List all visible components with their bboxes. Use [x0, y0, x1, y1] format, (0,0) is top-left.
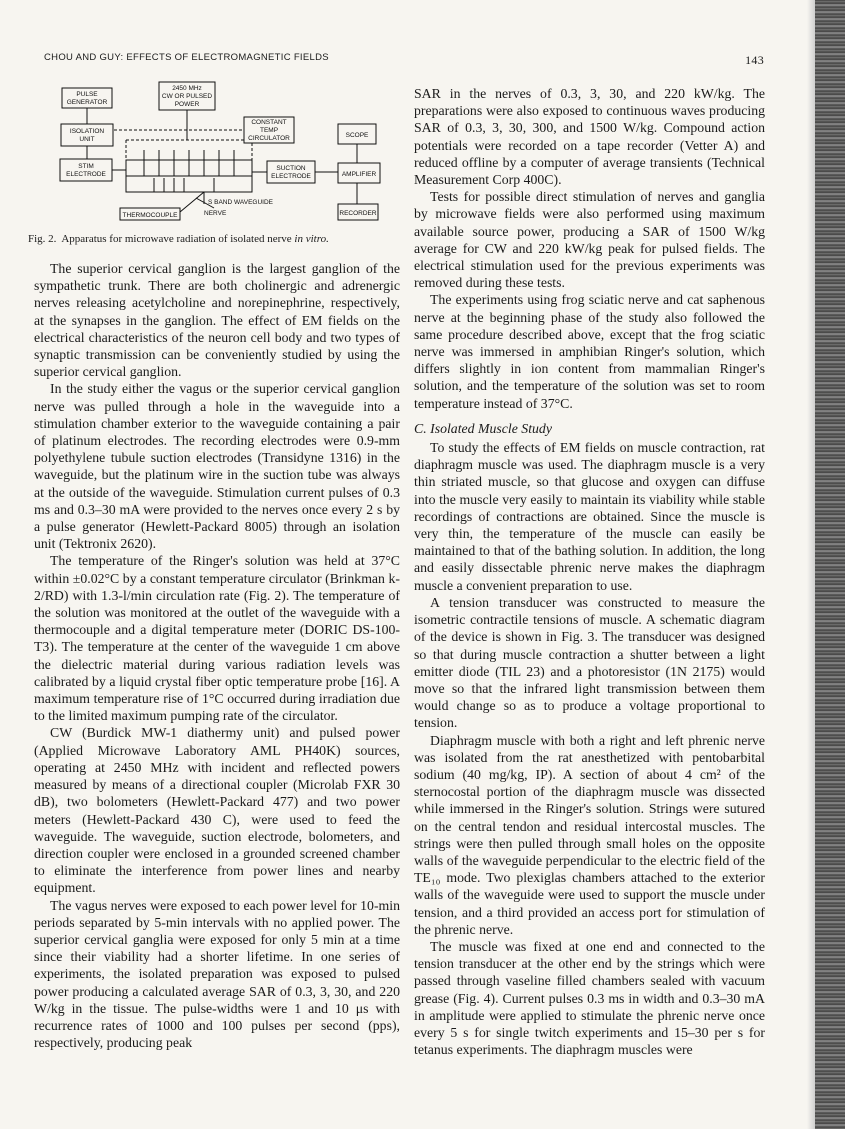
label-2450: 2450 MHz: [172, 85, 202, 92]
right-column: [414, 85, 765, 1058]
paragraph: To study the effects of EM fields on muscle contraction, rat diaphragm muscle was used. The diaphragm muscle is a very thin striated muscle, so that glucose and oxygen can diffuse into the muscle very easily to maintain its viability while stable recordings of contractions are obtained. Since the muscle is very thin, the temperature of the muscle can easily be maintained to that of the bathing solution. In addition, the long and easily dissectable phrenic nerve makes the diaphragm muscle a convenient preparation to use.: [414, 440, 765, 593]
paragraph: SAR in the nerves of 0.3, 3, 30, and 220 kW/kg. The preparations were also exposed to continuous waves producing SAR of 0.3, 3, 30, 300, and 1500 W/kg. Compound action potentials were recorded on a tape recorder (Vetter A) and reduced offline by a computer of average transients (Technical Measurement Corp 400C).: [414, 86, 765, 188]
paragraph: CW (Burdick MW-1 diathermy unit) and pulsed power (Applied Microwave Laboratory AML PH40K) sources, operating at 2450 MHz with incident and reflected powers measured by means of a directional coupler (Microlab FXR 30 dB), two bolometers (Hewlett-Packard 477) and two power meters (Hewlett-Packard 430 C), were used to feed the waveguide. The waveguide, suction electrode, bolometers, and direction coupler were enclosed in a grounded screened chamber to eliminate the interference from power lines and nearby equipment.: [34, 725, 400, 896]
label-power: POWER: [174, 101, 200, 108]
section-heading: C. Isolated Muscle Study: [414, 420, 552, 436]
page-shadow: [807, 0, 815, 1129]
paragraph: The muscle was fixed at one end and connected to the tension transducer at the other end by the strings which were passed through vaseline filled chambers sealed with vacuum grease (Fig. 4). Current pulses 0.3 ms in width and 0.3–30 mA in amplitude were applied to stimulate the phrenic nerve once every 5 s for single twitch experiments and 15–30 per s for tetanus experiments. The diaphragm muscles were: [414, 938, 765, 1058]
paragraph: The vagus nerves were exposed to each power level for 10-min periods separated by 5-min intervals with no applied power. The superior cervical ganglia were exposed for only 5 min at a time since their viability had a shorter lifetime. In one series of experiments, the isolated preparation was exposed to pulsed power producing a calculated average SAR of 0.3, 3, 30, and 220 W/kg in the tissue. The pulse-widths were 1 and 10 μs with recurrence rates of 1000 and 100 pulses per second (pps), respectively, producing peak: [34, 897, 400, 1051]
binding-edge: [815, 0, 845, 1129]
paragraph: A tension transducer was constructed to measure the isometric contractile tensions of muscle. A schematic diagram of the device is shown in Fig. 3. The transducer was designed so that during muscle contraction a shutter between a light emitter diode (TIL 23) and a photoresistor (1N 2175) would move so that the infrared light transmission between them would change so as to produce a voltage proportional to tension.: [414, 594, 765, 731]
running-title: CHOU AND GUY: EFFECTS OF ELECTROMAGNETIC FIELDS: [44, 52, 329, 63]
label-scope: SCOPE: [345, 132, 369, 139]
caption-text: Apparatus for microwave radiation of isolated nerve: [61, 233, 292, 245]
label-amplifier: AMPLIFIER: [341, 171, 377, 178]
label-generator: GENERATOR: [66, 99, 108, 106]
label-temp: TEMP: [259, 127, 279, 134]
label-isolation: ISOLATION: [69, 128, 105, 135]
label-waveguide: S BAND WAVEGUIDE: [208, 199, 274, 206]
figure-caption: [28, 232, 408, 246]
label-recorder: RECORDER: [339, 210, 377, 217]
paragraph: Diaphragm muscle with both a right and left phrenic nerve was isolated from the rat anesthetized with pentobarbital sodium (40 mg/kg, IP). A section of about 4 cm² of the sternocostal portion of the diaphragm muscle was dissected while immersed in the Ringer's solution. Strings were sutured on the central tendon and residual intercostal muscles. The strings were then pulled through small holes on the opposite walls of the waveguide perpendicular to the electric field of the TE₁₀ mode. Two plexiglas chambers attached to the exterior walls of the waveguide were used to support the muscle under tension, and a third provided an access port for stimulation of the phrenic nerve.: [414, 732, 765, 937]
left-column: [34, 260, 400, 1051]
figure-apparatus: [44, 80, 404, 232]
paragraph: The experiments using frog sciatic nerve and cat saphenous nerve at the beginning phase of the study also followed the same procedure described above, except that the frog sciatic nerve was immersed in amphibian Ringer's solution, which differs slightly in ion content from mammalian Ringer's solution, and the temperature of the solution was set to room temperature instead of 37°C.: [414, 292, 765, 411]
paragraph: The superior cervical ganglion is the largest ganglion of the sympathetic trunk. There are both cholinergic and adrenergic nerves releasing acetylcholine and norepinephrine, respectively, at the synapses in the ganglion. The effect of EM fields on the electrical characteristics of the neuron cell body and two types of synaptic transmission can be conveniently studied by using the superior cervical ganglion.: [34, 261, 400, 380]
page-header: [44, 52, 764, 68]
label-circulator: CIRCULATOR: [248, 135, 290, 142]
label-constant: CONSTANT: [251, 119, 287, 126]
paragraph: In the study either the vagus or the superior cervical ganglion nerve was pulled through a hole in the waveguide into a stimulation chamber exterior to the waveguide containing a pair of platinum electrodes. The recording electrodes were 0.9-mm polyethylene tubule suction electrodes (Transidyne 1316) in the waveguide, but the platinum wire in the suction tube was always at the outside of the waveguide. Stimulation current pulses of 0.3 ms and 0.3–30 mA were provided to the nerves once every 2 s by a pulse generator (Hewlett-Packard 8005) through an isolation unit (Tektronix 2620).: [34, 381, 400, 552]
label-cw-pulsed: CW OR PULSED: [161, 93, 213, 100]
apparatus-diagram: [44, 80, 404, 232]
label-pulse: PULSE: [76, 91, 98, 98]
caption-italic: in vitro.: [294, 233, 329, 245]
label-thermocouple: THERMOCOUPLE: [122, 212, 178, 219]
label-suction: SUCTION: [276, 165, 306, 172]
label-nerve: NERVE: [204, 210, 227, 217]
caption-prefix: Fig. 2.: [28, 233, 57, 245]
label-suction-electrode: ELECTRODE: [271, 173, 311, 180]
paragraph: The temperature of the Ringer's solution was held at 37°C within ±0.02°C by a constant temperature circulator (Brinkman k-2/RD) with 1.3-l/min circulation rate (Fig. 2). The temperature of the solution was monitored at the outlet of the waveguide with a thermocouple and a digital temperature meter (DORIC DS-100-T3). The temperature at the center of the waveguide 1 cm above the dielectric material during various radiation levels was calibrated by a liquid crystal fiber optic temperature probe [16]. A maximum temperature rise of 1°C occurred during irradiation due to the limited maximum pumping rate of the circulator.: [34, 553, 400, 724]
label-unit: UNIT: [79, 136, 95, 143]
label-stim: STIM: [78, 163, 94, 170]
label-electrode: ELECTRODE: [66, 171, 106, 178]
paragraph: Tests for possible direct stimulation of nerves and ganglia by microwave fields were also performed using maximum available source power, producing a SAR of 1500 W/kg average for CW and 220 kW/kg peak for pulsed fields. The electrical stimulation used for the previous experiments was removed during these tests.: [414, 189, 765, 291]
page-number: 143: [745, 53, 764, 67]
